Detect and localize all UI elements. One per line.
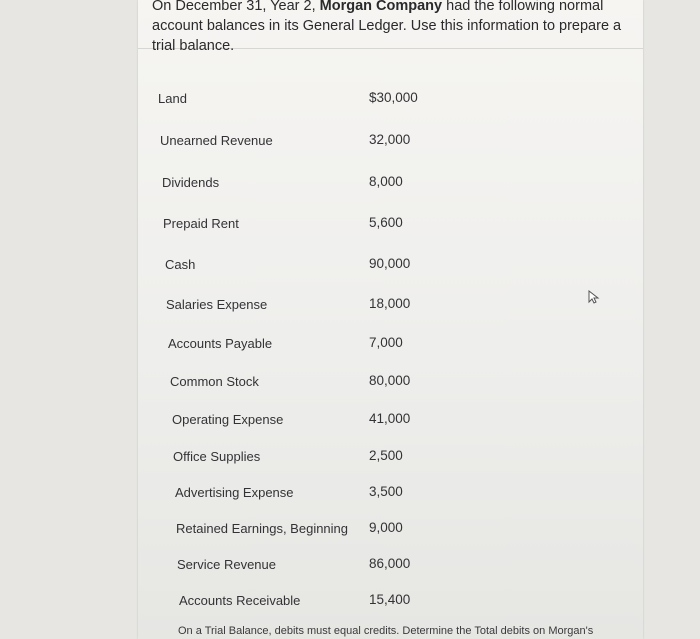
account-value: 18,000	[369, 296, 411, 311]
account-label: Common Stock	[170, 374, 259, 389]
account-label: Salaries Expense	[166, 297, 268, 312]
question-intro	[152, 0, 632, 56]
account-value: 7,000	[369, 335, 403, 350]
account-label: Unearned Revenue	[160, 133, 273, 148]
account-value: 8,000	[369, 174, 403, 189]
company-name: Morgan Company	[319, 0, 443, 14]
account-value: 15,400	[369, 592, 411, 607]
account-label: Prepaid Rent	[163, 216, 239, 231]
account-label: Advertising Expense	[175, 485, 294, 500]
account-value: 9,000	[369, 520, 403, 535]
account-value: 41,000	[369, 411, 411, 426]
account-label: Operating Expense	[172, 412, 284, 427]
account-value: 3,500	[369, 484, 403, 499]
account-label: Land	[158, 91, 187, 106]
account-label: Accounts Receivable	[179, 593, 301, 608]
account-label: Retained Earnings, Beginning	[176, 521, 349, 536]
account-value: 90,000	[369, 256, 411, 271]
account-label: Dividends	[162, 175, 220, 190]
account-value: $30,000	[369, 90, 418, 105]
account-value: 5,600	[369, 215, 403, 230]
account-label: Service Revenue	[177, 557, 276, 572]
intro-text-1: On December 31, Year 2,	[152, 0, 320, 14]
intro-text-2: had the following normal account balances in its General Ledger. Use this information to prepare a trial balance.	[152, 0, 622, 54]
account-label: Accounts Payable	[168, 336, 273, 351]
account-value: 80,000	[369, 373, 411, 388]
account-label: Office Supplies	[173, 449, 261, 464]
account-value: 32,000	[369, 132, 411, 147]
account-label: Cash	[165, 257, 196, 272]
account-value: 2,500	[369, 448, 403, 463]
question-footer: On a Trial Balance, debits must equal credits. Determine the Total debits on Morgan's	[178, 625, 594, 637]
mouse-pointer-icon	[586, 290, 600, 304]
account-value: 86,000	[369, 556, 411, 571]
